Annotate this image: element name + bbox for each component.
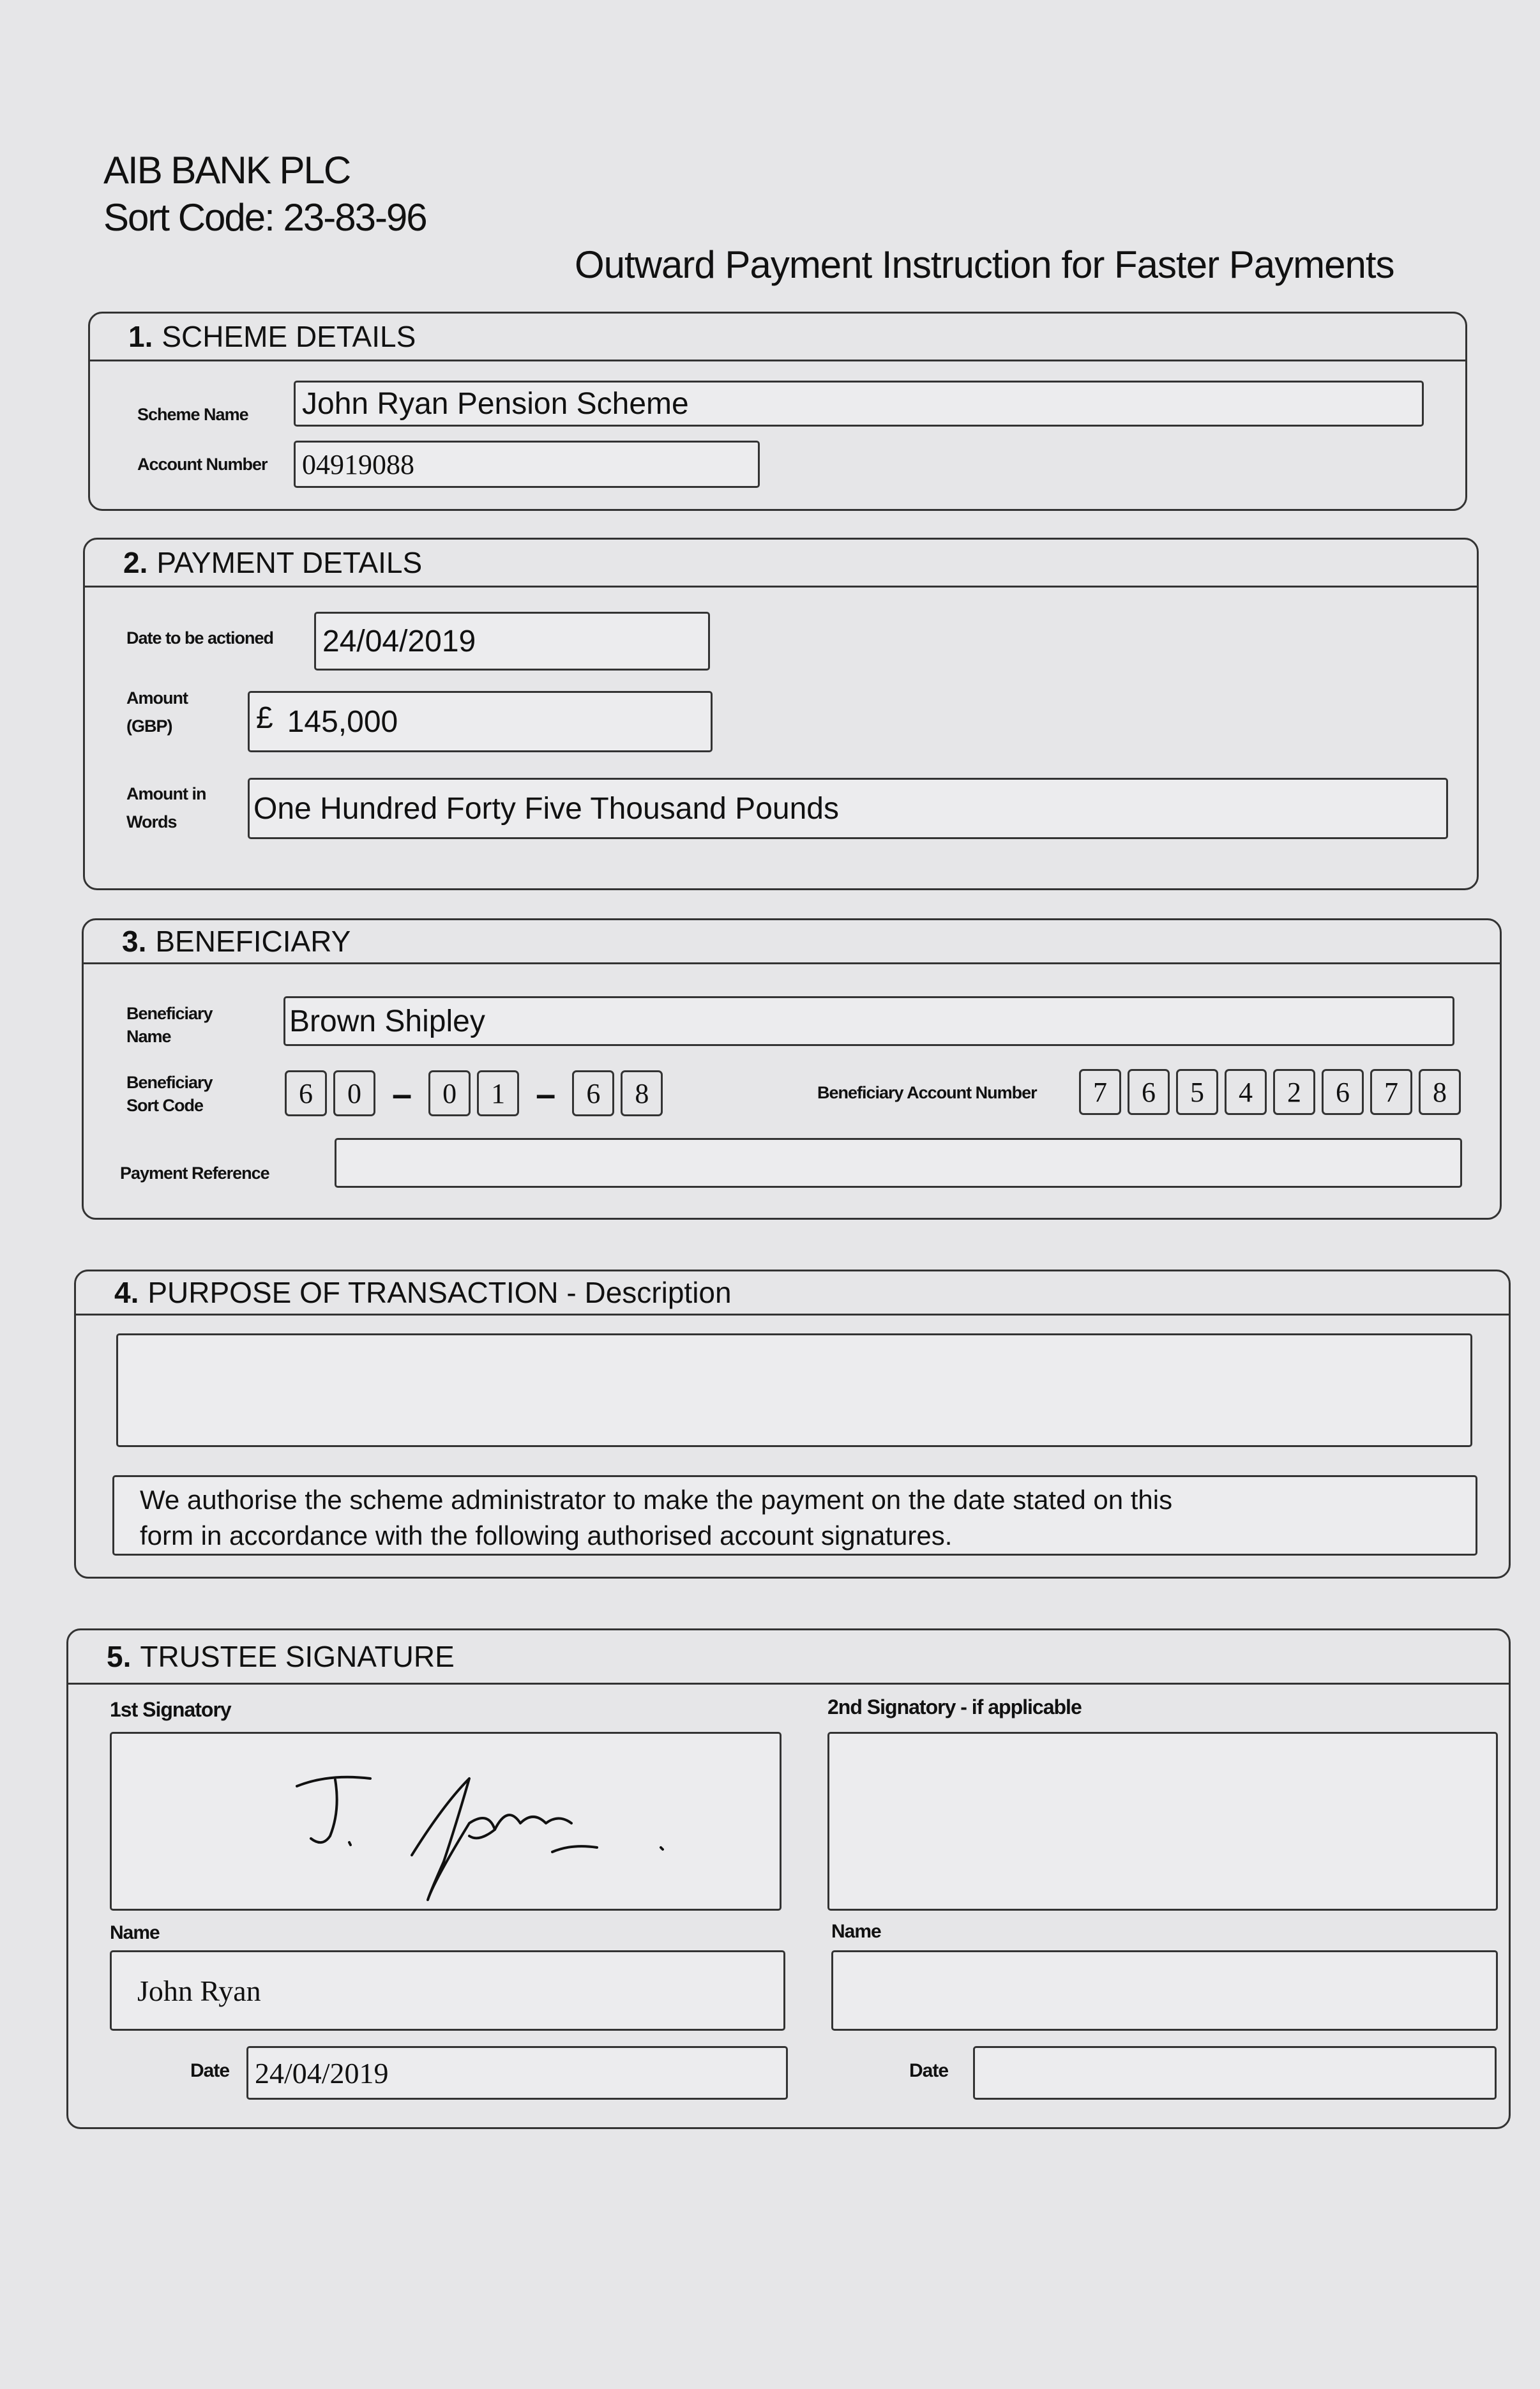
second-signature-box[interactable] [827,1732,1498,1911]
authorisation-line: We authorise the scheme administrator to make the payment on the date stated on this [140,1485,1173,1515]
sort-code-digit[interactable]: 0 [333,1070,375,1116]
account-digit[interactable]: 6 [1128,1069,1170,1115]
section-header [85,540,1477,588]
beneficiary-sort-code-field[interactable] [285,1070,663,1116]
amount-label: Amount [126,688,188,708]
section-title: TRUSTEE SIGNATURE [140,1640,455,1673]
first-name-label: Name [110,1922,160,1943]
amount-value: 145,000 [287,704,398,739]
form-title: Outward Payment Instruction for Faster Payments [575,243,1394,286]
payment-reference-label: Payment Reference [120,1164,269,1183]
account-digit[interactable]: 6 [1322,1069,1364,1115]
account-digit[interactable]: 7 [1370,1069,1412,1115]
section-number: 1. [128,320,153,353]
bank-sort-code: Sort Code: 23-83-96 [103,196,427,239]
sort-code-digit[interactable]: 8 [621,1070,663,1116]
section-header [84,920,1500,964]
account-digit[interactable]: 2 [1273,1069,1315,1115]
first-signature-box[interactable] [110,1732,781,1911]
section-header [90,314,1465,361]
amount-field[interactable] [248,691,713,752]
second-signatory-label: 2nd Signatory - if applicable [827,1695,1082,1718]
purpose-description-field[interactable] [116,1333,1472,1447]
amount-words-label: Amount in [126,784,206,803]
amount-currency-label: (GBP) [126,717,172,736]
section-number: 3. [122,925,147,958]
beneficiary-name-label: Beneficiary [126,1004,213,1023]
first-signatory-name-field[interactable]: John Ryan [110,1950,785,2031]
section-title: SCHEME DETAILS [162,320,416,353]
account-number-field[interactable]: 04919088 [294,441,760,488]
second-name-label: Name [831,1921,881,1942]
authorisation-statement [112,1475,1477,1556]
first-date-label: Date [190,2060,230,2081]
first-signatory-label: 1st Signatory [110,1698,231,1721]
section-number: 2. [123,546,148,579]
section-number: 4. [114,1276,139,1309]
section-header [76,1271,1509,1316]
second-signatory-name-field[interactable] [831,1950,1498,2031]
second-signatory-date-field[interactable] [973,2046,1497,2100]
beneficiary-account-label: Beneficiary Account Number [817,1083,1037,1102]
scheme-name-label: Scheme Name [137,405,248,424]
sort-code-digit[interactable]: 0 [428,1070,471,1116]
pound-sign: £ [256,701,273,735]
sort-code-dash: – [392,1073,412,1114]
section-number: 5. [107,1640,132,1673]
amount-words-label-2: Words [126,812,177,831]
date-actioned-field[interactable]: 24/04/2019 [314,612,710,671]
beneficiary-sort-code-label: Beneficiary [126,1073,213,1092]
handwritten-signature [112,1734,780,1909]
account-digit[interactable]: 8 [1419,1069,1461,1115]
beneficiary-name-label-2: Name [126,1027,171,1046]
account-digit[interactable]: 7 [1079,1069,1121,1115]
sort-code-dash: – [536,1073,556,1114]
authorisation-line: form in accordance with the following authorised account signatures. [140,1521,953,1551]
bank-name: AIB BANK PLC [103,149,351,192]
beneficiary-sort-code-label-2: Sort Code [126,1096,204,1115]
sort-code-digit[interactable]: 6 [285,1070,327,1116]
first-signatory-date-field[interactable]: 24/04/2019 [246,2046,788,2100]
scheme-name-field[interactable]: John Ryan Pension Scheme [294,381,1424,427]
sort-code-digit[interactable]: 6 [572,1070,614,1116]
amount-words-field[interactable]: One Hundred Forty Five Thousand Pounds [248,778,1448,839]
account-digit[interactable]: 5 [1176,1069,1218,1115]
date-actioned-label: Date to be actioned [126,628,274,648]
beneficiary-account-field[interactable] [1079,1069,1461,1115]
payment-reference-field[interactable] [335,1138,1462,1188]
section-title: PAYMENT DETAILS [156,546,423,579]
second-date-label: Date [909,2060,949,2081]
account-number-label: Account Number [137,455,268,474]
sort-code-digit[interactable]: 1 [477,1070,519,1116]
section-header [68,1630,1509,1685]
beneficiary-name-field[interactable]: Brown Shipley [283,996,1454,1046]
section-title: BENEFICIARY [155,925,351,958]
section-title: PURPOSE OF TRANSACTION - Description [147,1276,732,1309]
account-digit[interactable]: 4 [1225,1069,1267,1115]
